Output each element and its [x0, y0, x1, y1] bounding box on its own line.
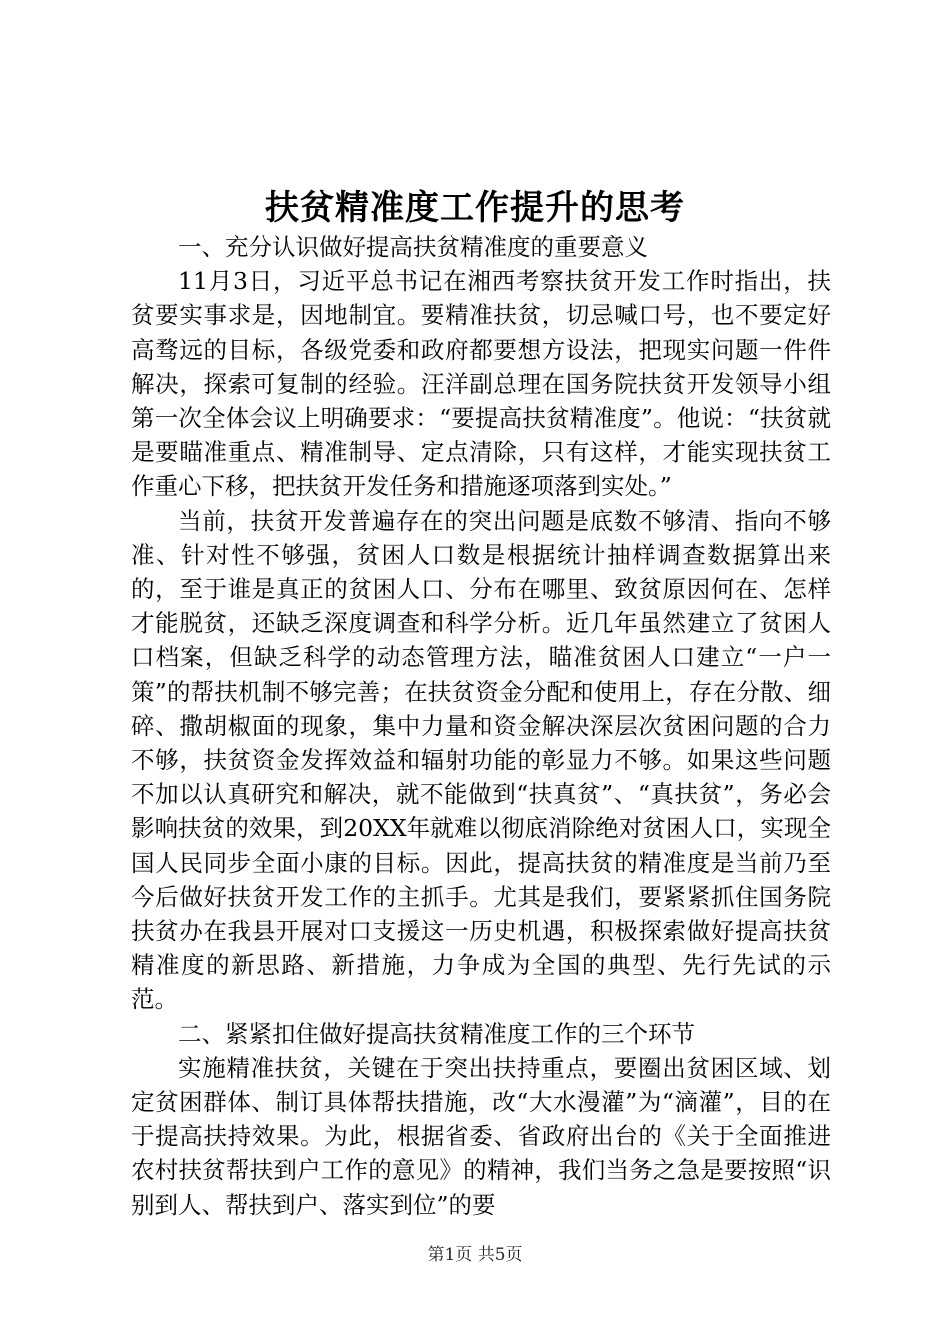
body-paragraph: 当前，扶贫开发普遍存在的突出问题是底数不够清、指向不够准、针对性不够强，贫困人口数是根据统计抽样调查数据算出来的，至于谁是真正的贫困人口、分布在哪里、致贫原因何在、怎样才能脱贫，还缺乏深度调查和科学分析。近几年虽然建立了贫困人口档案，但缺乏科学的动态管理方法，瞄准贫困人口建立“一户一策”的帮扶机制不够完善；在扶贫资金分配和使用上，存在分散、细碎、撒胡椒面的现象，集中力量和资金解决深层次贫困问题的合力不够，扶贫资金发挥效益和辐射功能的彰显力不够。如果这些问题不加以认真研究和解决，就不能做到“扶真贫”、“真扶贫”，务必会影响扶贫的效果，到20XX年就难以彻底消除绝对贫困人口，实现全国人民同步全面小康的目标。因此，提高扶贫的精准度是当前乃至今后做好扶贫开发工作的主抓手。尤其是我们，要紧紧抓住国务院扶贫办在我县开展对口支援这一历史机遇，积极探索做好提高扶贫精准度的新思路、新措施，力争成为全国的典型、先行先试的示范。 [131, 506, 831, 1014]
page-number-footer: 第1页 共5页 [427, 1245, 523, 1265]
document-body [131, 230, 831, 1222]
section-heading-1: 一、充分认识做好提高扶贫精准度的重要意义 [178, 233, 648, 261]
body-paragraph: 11月3日，习近平总书记在湘西考察扶贫开发工作时指出，扶贫要实事求是，因地制宜。要精准扶贫，切忌喊口号，也不要定好高骛远的目标，各级党委和政府都要想方设法，把现实问题一件件解决，探索可复制的经验。汪洋副总理在国务院扶贫开发领导小组第一次全体会议上明确要求：“要提高扶贫精准度”。他说：“扶贫就是要瞄准重点、精准制导、定点清除，只有这样，才能实现扶贫工作重心下移，把扶贫开发任务和措施逐项落到实处。” [131, 267, 831, 501]
body-paragraph: 实施精准扶贫，关键在于突出扶持重点，要圈出贫困区域、划定贫困群体、制订具体帮扶措施，改“大水漫灌”为“滴灌”，目的在于提高扶持效果。为此，根据省委、省政府出台的《关于全面推进农村扶贫帮扶到户工作的意见》的精神，我们当务之急是要按照“识别到人、帮扶到户、落实到位”的要 [131, 1053, 831, 1219]
section-heading-2: 二、紧紧扣住做好提高扶贫精准度工作的三个环节 [178, 1019, 695, 1048]
document-title: 扶贫精准度工作提升的思考 [265, 188, 685, 228]
